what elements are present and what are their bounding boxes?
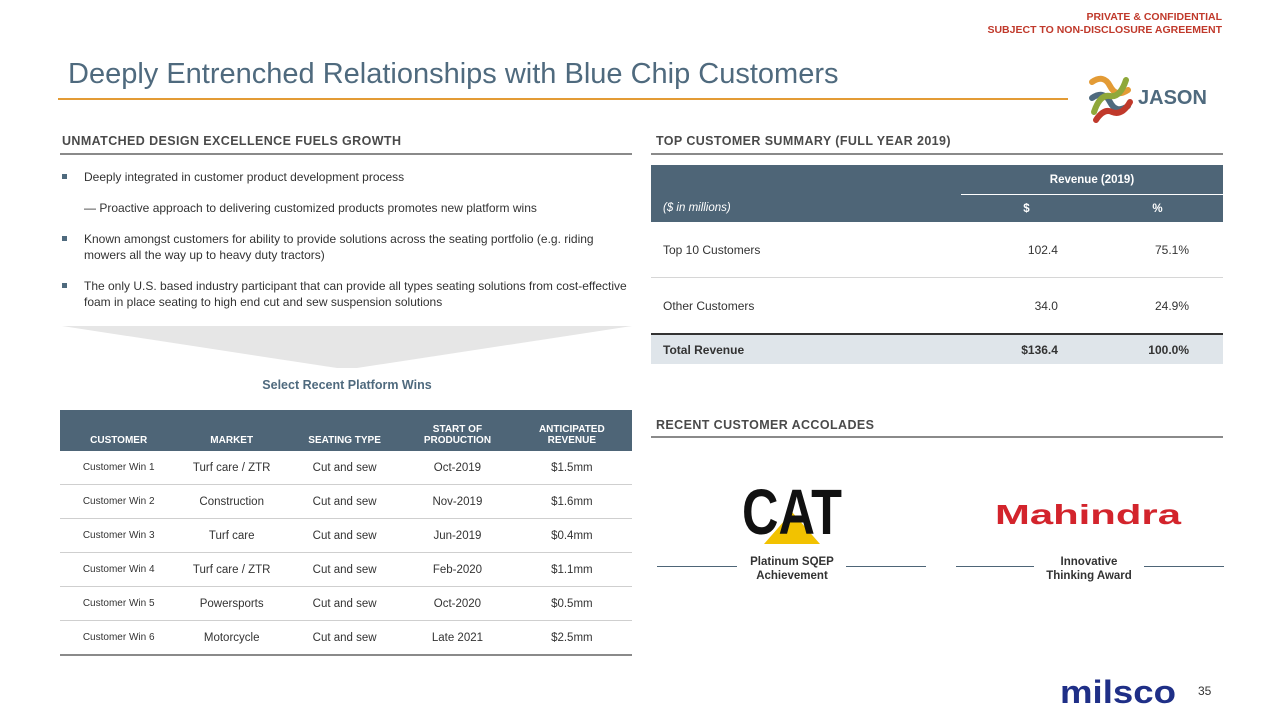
cat-logo (740, 476, 844, 548)
cell-seating-type: Cut and sew (286, 485, 403, 519)
milsco-logo-text: milsco (1060, 674, 1176, 710)
col-header-anticipated-revenue: ANTICIPATED REVENUE (512, 410, 632, 451)
col-header-percent: % (1092, 195, 1223, 223)
section-rule-accolades (651, 436, 1223, 438)
accolade-label-line: Achievement (756, 570, 828, 582)
platform-wins-table (60, 410, 632, 656)
bullet-text: The only U.S. based industry participant that can provide all types seating solutions from cost-effective foam in place seating to high end cut and sew suspension solutions (84, 279, 627, 309)
bullet-item (62, 169, 632, 185)
jason-logo-mark-icon (1086, 72, 1226, 124)
sub-bullet-item: — Proactive approach to delivering customized products promotes new platform wins (84, 201, 537, 215)
section-rule-summary (651, 153, 1223, 155)
funnel-arrow-icon (62, 326, 632, 368)
table-row (60, 485, 632, 519)
cell-market: Motorcycle (177, 621, 286, 656)
table-row (651, 278, 1223, 335)
accolade-line (657, 566, 737, 567)
col-header-customer: CUSTOMER (60, 410, 177, 451)
table-row (60, 451, 632, 485)
confidential-notice (987, 11, 1222, 37)
bullet-text: Known amongst customers for ability to provide solutions across the seating portfolio (e.g. riding mowers all the way up to heavy duty tractors) (84, 232, 594, 262)
mahindra-logo (993, 497, 1183, 531)
cell-start: Oct-2020 (403, 587, 511, 621)
bullet-item (62, 231, 632, 263)
cell-market: Turf care / ZTR (177, 553, 286, 587)
accolade-label-line: Platinum SQEP (750, 556, 834, 568)
cell-seating-type: Cut and sew (286, 553, 403, 587)
bullet-square-icon (62, 236, 67, 241)
col-header-start-of-production: START OF PRODUCTION (403, 410, 511, 451)
table-row (60, 587, 632, 621)
revenue-group-header: Revenue (2019) (961, 165, 1223, 195)
total-percent: 100.0% (1092, 334, 1223, 364)
cell-start: Oct-2019 (403, 451, 511, 485)
section-title-customer-summary: TOP CUSTOMER SUMMARY (FULL YEAR 2019) (656, 134, 951, 148)
section-title-accolades: RECENT CUSTOMER ACCOLADES (656, 418, 875, 432)
accolade-line (1144, 566, 1224, 567)
total-value: $136.4 (961, 334, 1092, 364)
table-row (60, 621, 632, 656)
cell-market: Construction (177, 485, 286, 519)
row-value: 34.0 (961, 278, 1092, 335)
bullet-square-icon (62, 283, 67, 288)
cell-customer: Customer Win 1 (60, 451, 177, 485)
cell-revenue: $1.5mm (512, 451, 632, 485)
accolade-label-line: Innovative (1060, 556, 1118, 568)
cell-revenue: $0.4mm (512, 519, 632, 553)
cell-start: Feb-2020 (403, 553, 511, 587)
total-label: Total Revenue (651, 334, 961, 364)
cell-start: Nov-2019 (403, 485, 511, 519)
table-header-row (60, 410, 632, 451)
accolade-line (956, 566, 1034, 567)
table-subheader-row (651, 195, 1223, 223)
col-header-seating-type: SEATING TYPE (286, 410, 403, 451)
cell-revenue: $1.6mm (512, 485, 632, 519)
bullet-list (62, 169, 632, 325)
col-header-market: MARKET (177, 410, 286, 451)
jason-logo-text: JASON (1138, 87, 1207, 109)
table-row (651, 222, 1223, 278)
row-label: Other Customers (651, 278, 961, 335)
bullet-text: Deeply integrated in customer product development process (84, 170, 405, 184)
accolade-line (846, 566, 926, 567)
col-header-dollar: $ (961, 195, 1092, 223)
row-percent: 75.1% (1092, 222, 1223, 278)
cell-customer: Customer Win 4 (60, 553, 177, 587)
cell-start: Late 2021 (403, 621, 511, 656)
total-row (651, 334, 1223, 364)
bullet-square-icon (62, 174, 67, 179)
cell-customer: Customer Win 2 (60, 485, 177, 519)
cell-seating-type: Cut and sew (286, 587, 403, 621)
page-number: 35 (1198, 684, 1212, 698)
cell-market: Powersports (177, 587, 286, 621)
section-rule-design (60, 153, 632, 155)
table-row (60, 519, 632, 553)
cell-start: Jun-2019 (403, 519, 511, 553)
cell-revenue: $1.1mm (512, 553, 632, 587)
units-label: ($ in millions) (651, 195, 961, 223)
accolade-label-mahindra (1034, 555, 1144, 583)
table-header-row (651, 165, 1223, 195)
milsco-logo (1058, 676, 1178, 708)
wins-caption: Select Recent Platform Wins (262, 378, 432, 392)
cell-customer: Customer Win 5 (60, 587, 177, 621)
section-title-design: UNMATCHED DESIGN EXCELLENCE FUELS GROWTH (62, 134, 402, 148)
accolade-label-line: Thinking Award (1046, 570, 1132, 582)
cat-logo-text: CAT (742, 476, 842, 548)
cell-revenue: $2.5mm (512, 621, 632, 656)
mahindra-logo-text: Mahindra (995, 499, 1182, 530)
cell-market: Turf care / ZTR (177, 451, 286, 485)
customer-summary-table (651, 165, 1223, 364)
row-label: Top 10 Customers (651, 222, 961, 278)
table-row (60, 553, 632, 587)
cell-customer: Customer Win 3 (60, 519, 177, 553)
page-title: Deeply Entrenched Relationships with Blue Chip Customers (68, 58, 839, 90)
bullet-item (62, 278, 632, 310)
cell-seating-type: Cut and sew (286, 451, 403, 485)
accolade-label-cat (737, 555, 847, 583)
jason-logo (1086, 72, 1226, 124)
row-value: 102.4 (961, 222, 1092, 278)
cell-revenue: $0.5mm (512, 587, 632, 621)
cell-seating-type: Cut and sew (286, 621, 403, 656)
confidential-line-1: PRIVATE & CONFIDENTIAL (1086, 11, 1222, 23)
confidential-line-2: SUBJECT TO NON-DISCLOSURE AGREEMENT (987, 24, 1222, 36)
row-percent: 24.9% (1092, 278, 1223, 335)
cell-market: Turf care (177, 519, 286, 553)
title-divider (58, 98, 1068, 100)
cell-seating-type: Cut and sew (286, 519, 403, 553)
cell-customer: Customer Win 6 (60, 621, 177, 656)
